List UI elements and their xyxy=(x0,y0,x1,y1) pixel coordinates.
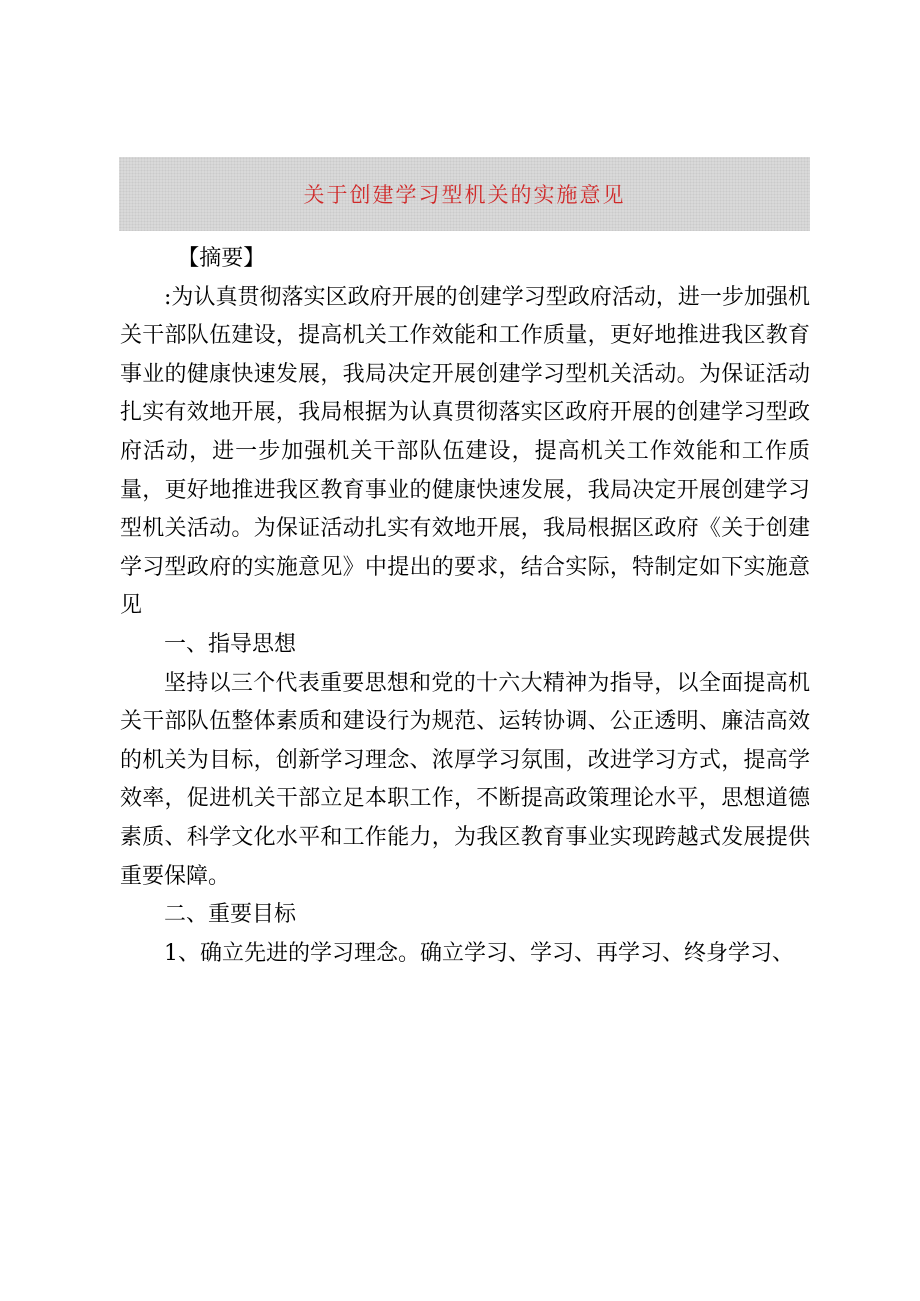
document-body xyxy=(120,240,810,973)
goal-item-1: 1、确立先进的学习理念。确立学习、学习、再学习、终身学习、 xyxy=(164,940,794,966)
title-banner xyxy=(119,157,810,231)
section-heading-guiding-thought: 一、指导思想 xyxy=(164,631,297,657)
guiding-thought-paragraph: 坚持以三个代表重要思想和党的十六大精神为指导，以全面提高机关干部队伍整体素质和建设行为规范、运转协调、公正透明、廉洁高效的机关为目标，创新学习理念、浓厚学习氛围，改进学习方式，提高学效率，促进机关干部立足本职工作，不断提高政策理论水平，思想道德素质、科学文化水平和工作能力，为我区教育事业实现跨越式发展提供重要保障。 xyxy=(120,670,810,889)
section-heading-main-goals: 二、重要目标 xyxy=(164,902,297,928)
abstract-heading: 【摘要】 xyxy=(177,246,266,271)
document-title: 关于创建学习型机关的实施意见 xyxy=(303,183,626,207)
abstract-paragraph: :为认真贯彻落实区政府开展的创建学习型政府活动，进一步加强机关干部队伍建设，提高机关工作效能和工作质量，更好地推进我区教育事业的健康快速发展，我局决定开展创建学习型机关活动。为保证活动扎实有效地开展，我局根据为认真贯彻落实区政府开展的创建学习型政府活动，进一步加强机关干部队伍建设，提高机关工作效能和工作质量，更好地推进我区教育事业的健康快速发展，我局决定开展创建学习型机关活动。为保证活动扎实有效地开展，我局根据区政府《关于创建学习型政府的实施意见》中提出的要求，结合实际，特制定如下实施意见 xyxy=(120,284,810,619)
